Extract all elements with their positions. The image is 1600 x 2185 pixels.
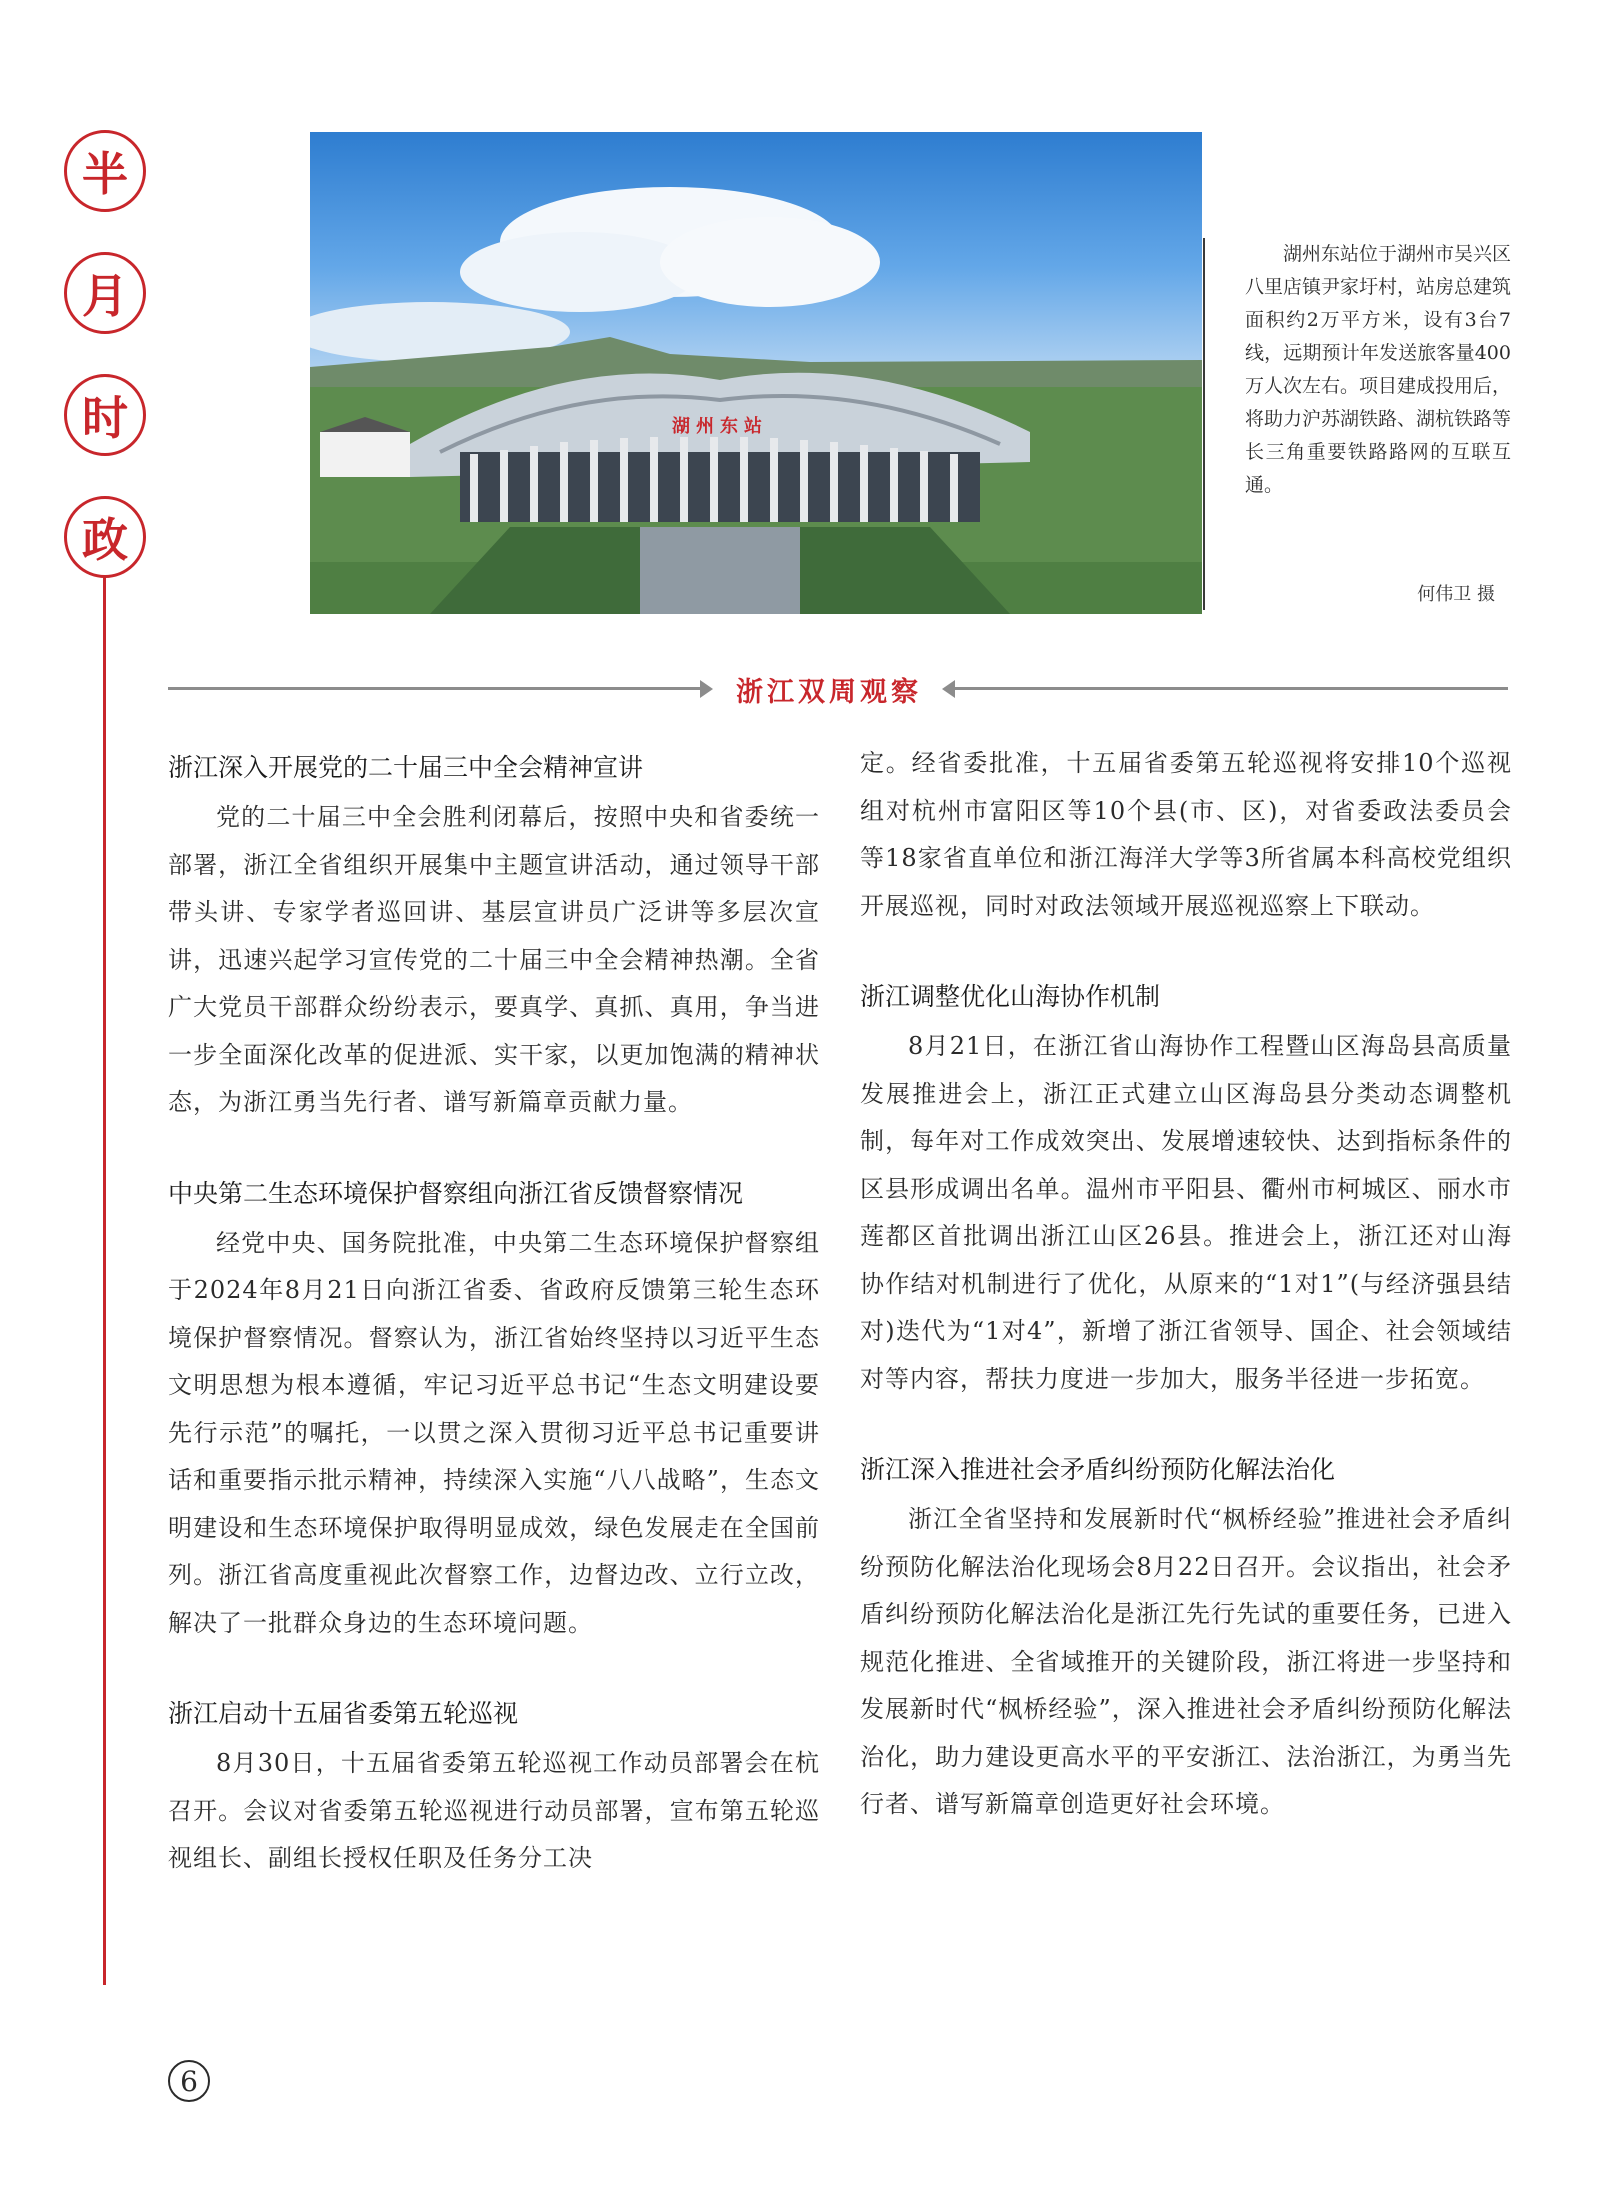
photo-caption: [1203, 238, 1511, 610]
side-tag-char-2: 月: [64, 252, 146, 334]
page-number: 6: [168, 2060, 210, 2102]
article-body: 浙江全省坚持和发展新时代“枫桥经验”推进社会矛盾纠纷预防化解法治化现场会8月22日召开。会议指出，社会矛盾纠纷预防化解法治化是浙江先行先试的重要任务，已进入规范化推进、全省域推开的关键阶段，浙江将进一步坚持和发展新时代“枫桥经验”，深入推进社会矛盾纠纷预防化解法治化，助力建设更高水平的平安浙江、法治浙江，为勇当先行者、谱写新篇章创造更好社会环境。: [860, 1505, 1512, 1818]
heading-rule-left: [168, 687, 703, 690]
article-body: 经党中央、国务院批准，中央第二生态环境保护督察组于2024年8月21日向浙江省委、省政府反馈第三轮生态环境保护督察情况。督察认为，浙江省始终坚持以习近平生态文明思想为根本遵循，牢记习近平总书记“生态文明建设要先行示范”的嘱托，一以贯之深入贯彻习近平总书记重要讲话和重要指示批示精神，持续深入实施“八八战略”，生态文明建设和生态环境保护取得明显成效，绿色发展走在全国前列。浙江省高度重视此次督察工作，边督边改、立行立改，解决了一批群众身边的生态环境问题。: [168, 1228, 820, 1637]
caption-text: 湖州东站位于湖州市吴兴区八里店镇尹家圩村，站房总建筑面积约2万平方米，设有3台7线，远期预计年发送旅客量400万人次左右。项目建成投用后，将助力沪苏湖铁路、湖杭铁路等长三角重要铁路路网的互联互通。: [1245, 243, 1512, 496]
article-body: 党的二十届三中全会胜利闭幕后，按照中央和省委统一部署，浙江全省组织开展集中主题宣讲活动，通过领导干部带头讲、专家学者巡回讲、基层宣讲员广泛讲等多层次宣讲，迅速兴起学习宣传党的二十届三中全会精神热潮。全省广大党员干部群众纷纷表示，要真学、真抓、真用，争当进一步全面深化改革的促进派、实干家，以更加饱满的精神状态，为浙江勇当先行者、谱写新篇章贡献力量。: [168, 803, 820, 1116]
side-tag-char-3: 时: [64, 374, 146, 456]
article-body: 8月30日，十五届省委第五轮巡视工作动员部署会在杭召开。会议对省委第五轮巡视进行动员部署，宣布第五轮巡视组长、副组长授权任职及任务分工决: [168, 1749, 820, 1872]
side-tag-char-4: 政: [64, 496, 146, 578]
station-sign: 湖州东站: [672, 416, 768, 437]
side-red-line: [103, 560, 106, 1985]
right-column: [860, 748, 1512, 1829]
article-title: 浙江启动十五届省委第五轮巡视: [168, 1699, 519, 1728]
article-continuation: 定。经省委批准，十五届省委第五轮巡视将安排10个巡视组对杭州市富阳区等10个县(市、区)，对省委政法委员会等18家省直单位和浙江海洋大学等3所省属本科高校党组织开展巡视，同时对政法领域开展巡视巡察上下联动。: [860, 749, 1512, 920]
section-title: 浙江双周观察: [736, 677, 922, 708]
heading-rule-right: [953, 687, 1508, 690]
station-illustration: [310, 132, 1202, 614]
article-title: 浙江深入推进社会矛盾纠纷预防化解法治化: [860, 1455, 1336, 1484]
article-body: 8月21日，在浙江省山海协作工程暨山区海岛县高质量发展推进会上，浙江正式建立山区海岛县分类动态调整机制，每年对工作成效突出、发展增速较快、达到指标条件的区县形成调出名单。温州市平阳县、衢州市柯城区、丽水市莲都区首批调出浙江山区26县。推进会上，浙江还对山海协作结对机制进行了优化，从原来的“1对1”(与经济强县结对)迭代为“1对4”，新增了浙江省领导、国企、社会领域结对等内容，帮扶力度进一步加大，服务半径进一步拓宽。: [860, 1032, 1512, 1393]
article-title: 浙江调整优化山海协作机制: [860, 982, 1161, 1011]
left-column: [168, 748, 820, 1883]
side-tag-char-1: 半: [64, 130, 146, 212]
station-photo: [310, 132, 1202, 614]
article-title: 中央第二生态环境保护督察组向浙江省反馈督察情况: [168, 1178, 744, 1208]
heading-arrow-left: [700, 680, 713, 698]
article-title: 浙江深入开展党的二十届三中全会精神宣讲: [168, 753, 644, 782]
photo-credit: 何伟卫 摄: [1417, 584, 1495, 605]
